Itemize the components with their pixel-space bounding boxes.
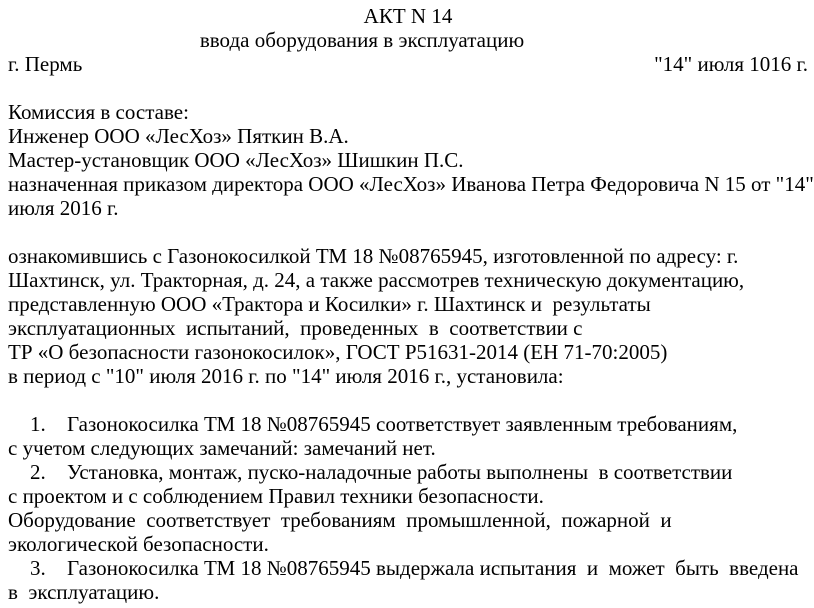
finding-2-text: Установка, монтаж, пуско-наладочные работы выполнены в соответствии <box>67 460 733 484</box>
commission-appointed-line-1: назначенная приказом директора ООО «ЛесХоз» Иванова Петра Федоровича N 15 от "14" <box>8 172 814 196</box>
act-subtitle: ввода оборудования в эксплуатацию <box>199 28 525 52</box>
place-date-row <box>8 52 808 76</box>
act-title: АКТ N 14 <box>363 4 453 28</box>
finding-item-1 <box>8 412 808 436</box>
body-line-6: в период с "10" июля 2016 г. по "14" июля 2016 г., установила: <box>8 364 564 388</box>
act-date: "14" июля 1016 г. <box>654 52 808 76</box>
commission-intro: Комиссия в составе: <box>8 100 189 124</box>
commission-appointed-line-2: июля 2016 г. <box>8 196 119 220</box>
body-line-2: Шахтинск, ул. Тракторная, д. 24, а также рассмотрев техническую документацию, <box>8 268 745 292</box>
finding-1-text: Газонокосилка ТМ 18 №08765945 соответствует заявленным требованиям, <box>67 412 738 436</box>
blank-line <box>8 76 808 100</box>
body-line-5: ТР «О безопасности газонокосилок», ГОСТ Р51631-2014 (ЕН 71-70:2005) <box>8 340 668 364</box>
finding-3-number: 3. <box>30 556 46 580</box>
blank-line <box>8 388 808 412</box>
finding-2-number: 2. <box>30 460 46 484</box>
body-line-4: эксплуатационных испытаний, проведенных в соответствии с <box>8 316 583 340</box>
finding-2-continuation-2: Оборудование соответствует требованиям промышленной, пожарной и <box>8 508 672 532</box>
finding-2-continuation-3: экологической безопасности. <box>8 532 269 556</box>
finding-2-continuation-1: с проектом и с соблюдением Правил техники безопасности. <box>8 484 544 508</box>
body-line-1: ознакомившись с Газонокосилкой ТМ 18 №08765945, изготовленной по адресу: г. <box>8 244 739 268</box>
body-line-3: представленную ООО «Трактора и Косилки» г. Шахтинск и результаты <box>8 292 651 316</box>
commission-member-1: Инженер ООО «ЛесХоз» Пяткин В.А. <box>8 124 349 148</box>
blank-line <box>8 220 808 244</box>
act-city: г. Пермь <box>8 52 83 76</box>
finding-3-text: Газонокосилка ТМ 18 №08765945 выдержала испытания и может быть введена <box>67 556 799 580</box>
finding-1-number: 1. <box>30 412 46 436</box>
finding-item-2 <box>8 460 808 484</box>
finding-3-continuation: в эксплуатацию. <box>8 580 160 604</box>
finding-1-continuation: с учетом следующих замечаний: замечаний нет. <box>8 436 436 460</box>
commission-member-2: Мастер-установщик ООО «ЛесХоз» Шишкин П.С. <box>8 148 464 172</box>
finding-item-3 <box>8 556 808 580</box>
